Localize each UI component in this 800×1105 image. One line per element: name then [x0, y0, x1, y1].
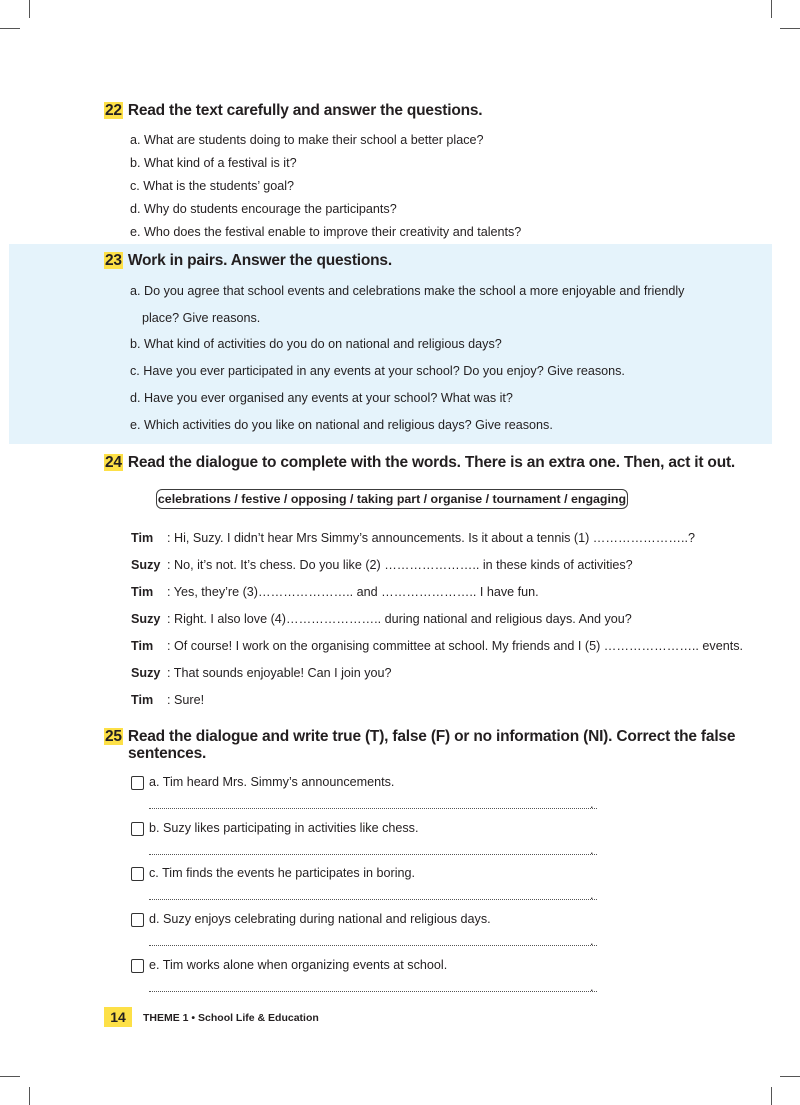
dialogue-line: : No, it’s not. It’s chess. Do you like (2) ………………….. in these kinds of activities?	[167, 558, 633, 572]
q25-heading-continuation	[128, 745, 206, 762]
answer-line[interactable]	[149, 888, 597, 900]
q22-heading	[104, 102, 482, 120]
dialogue-line: : Yes, they’re (3)………………….. and ………………….. I have fun.	[167, 585, 539, 599]
q22-item: b. What kind of a festival is it?	[130, 156, 297, 170]
q23-item: e. Which activities do you like on national and religious days? Give reasons.	[130, 418, 553, 432]
answer-line-end: .	[590, 843, 594, 857]
q22-title: Read the text carefully and answer the questions.	[127, 102, 483, 119]
dialogue-line: : That sounds enjoyable! Can I join you?	[167, 666, 392, 680]
word-box: celebrations / festive / opposing / taking part / organise / tournament / engaging	[156, 489, 628, 509]
crop-mark	[780, 1076, 800, 1077]
q22-number: 22	[105, 102, 122, 119]
answer-line-end: .	[590, 934, 594, 948]
answer-line[interactable]	[149, 980, 597, 992]
tf-statement: b. Suzy likes participating in activities like chess.	[149, 821, 419, 835]
dialogue-speaker: Suzy	[131, 558, 161, 572]
dialogue-line: : Hi, Suzy. I didn’t hear Mrs Simmy’s announcements. Is it about a tennis (1) …………………..?	[167, 531, 695, 545]
dialogue-speaker: Tim	[131, 585, 154, 599]
q22-item: c. What is the students’ goal?	[130, 179, 295, 193]
q24-title: Read the dialogue to complete with the words. There is an extra one. Then, act it out.	[127, 454, 736, 471]
q23-item: a. Do you agree that school events and celebrations make the school a more enjoyable and friendly	[130, 284, 685, 298]
dialogue-line: : Sure!	[167, 693, 205, 707]
q23-item: place? Give reasons.	[142, 311, 261, 325]
crop-mark	[0, 1076, 20, 1077]
q25-number: 25	[105, 728, 122, 745]
dialogue-speaker: Suzy	[131, 612, 161, 626]
crop-mark	[29, 0, 30, 18]
crop-mark	[0, 28, 20, 29]
dialogue-speaker: Suzy	[131, 666, 161, 680]
footer-theme: THEME 1 • School Life & Education	[143, 1012, 319, 1024]
q22-item: a. What are students doing to make their school a better place?	[130, 133, 484, 147]
q25-title-line2: sentences.	[128, 745, 207, 762]
answer-line-end: .	[590, 797, 594, 811]
page-number: 14	[104, 1007, 132, 1027]
q23-title: Work in pairs. Answer the questions.	[127, 252, 392, 269]
q23-number: 23	[105, 252, 122, 269]
dialogue-line: : Right. I also love (4)………………….. during national and religious days. And you?	[167, 612, 632, 626]
answer-line-end: .	[590, 980, 594, 994]
answer-checkbox[interactable]	[131, 776, 144, 790]
q25-title-line1: Read the dialogue and write true (T), false (F) or no information (NI). Correct the false	[127, 728, 736, 745]
answer-checkbox[interactable]	[131, 867, 144, 881]
tf-statement: a. Tim heard Mrs. Simmy’s announcements.	[149, 775, 395, 789]
crop-mark	[780, 28, 800, 29]
answer-checkbox[interactable]	[131, 822, 144, 836]
dialogue-line: : Of course! I work on the organising committee at school. My friends and I (5) ………………….. events.	[167, 639, 744, 653]
q23-item: c. Have you ever participated in any events at your school? Do you enjoy? Give reasons.	[130, 364, 625, 378]
dialogue-speaker: Tim	[131, 639, 154, 653]
tf-statement: c. Tim finds the events he participates in boring.	[149, 866, 416, 880]
answer-line[interactable]	[149, 843, 597, 855]
crop-mark	[771, 1087, 772, 1105]
answer-checkbox[interactable]	[131, 959, 144, 973]
q22-item: d. Why do students encourage the participants?	[130, 202, 397, 216]
crop-mark	[29, 1087, 30, 1105]
q22-item: e. Who does the festival enable to improve their creativity and talents?	[130, 225, 522, 239]
q25-heading	[104, 728, 735, 745]
answer-line[interactable]	[149, 797, 597, 809]
q23-heading	[104, 252, 392, 270]
dialogue-speaker: Tim	[131, 693, 154, 707]
answer-checkbox[interactable]	[131, 913, 144, 927]
dialogue-speaker: Tim	[131, 531, 154, 545]
tf-statement: e. Tim works alone when organizing events at school.	[149, 958, 448, 972]
q24-heading	[104, 454, 735, 472]
q24-number: 24	[105, 454, 122, 471]
crop-mark	[771, 0, 772, 18]
tf-statement: d. Suzy enjoys celebrating during national and religious days.	[149, 912, 491, 926]
answer-line[interactable]	[149, 934, 597, 946]
q23-item: d. Have you ever organised any events at your school? What was it?	[130, 391, 513, 405]
answer-line-end: .	[590, 888, 594, 902]
q23-item: b. What kind of activities do you do on national and religious days?	[130, 337, 502, 351]
